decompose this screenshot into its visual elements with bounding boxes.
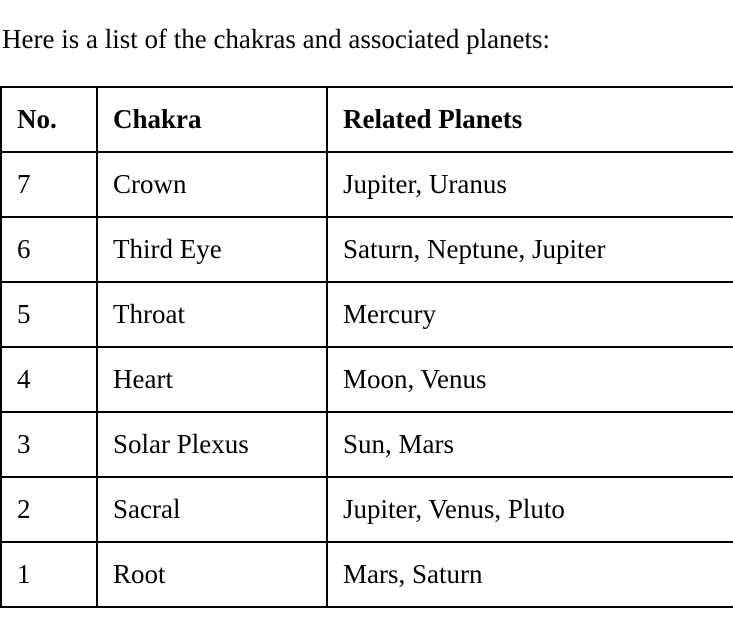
cell-chakra: Sacral	[97, 477, 327, 542]
cell-no: 6	[1, 217, 97, 282]
cell-planets: Sun, Mars	[327, 412, 733, 477]
cell-no: 5	[1, 282, 97, 347]
table-row	[1, 347, 733, 412]
table-row	[1, 282, 733, 347]
cell-planets: Jupiter, Uranus	[327, 152, 733, 217]
header-chakra: Chakra	[97, 87, 327, 152]
cell-planets: Mars, Saturn	[327, 542, 733, 607]
cell-no: 3	[1, 412, 97, 477]
intro-text: Here is a list of the chakras and associated planets:	[2, 24, 551, 54]
cell-no: 7	[1, 152, 97, 217]
table-row	[1, 542, 733, 607]
table-row	[1, 477, 733, 542]
cell-chakra: Third Eye	[97, 217, 327, 282]
cell-planets: Jupiter, Venus, Pluto	[327, 477, 733, 542]
cell-planets: Moon, Venus	[327, 347, 733, 412]
chakra-table	[0, 86, 733, 608]
cell-chakra: Solar Plexus	[97, 412, 327, 477]
cell-chakra: Heart	[97, 347, 327, 412]
cell-no: 4	[1, 347, 97, 412]
table-row	[1, 152, 733, 217]
header-related-planets: Related Planets	[327, 87, 733, 152]
table-row	[1, 412, 733, 477]
cell-no: 2	[1, 477, 97, 542]
cell-no: 1	[1, 542, 97, 607]
cell-planets: Saturn, Neptune, Jupiter	[327, 217, 733, 282]
table-row	[1, 217, 733, 282]
cell-chakra: Throat	[97, 282, 327, 347]
table-header-row	[1, 87, 733, 152]
cell-chakra: Crown	[97, 152, 327, 217]
cell-chakra: Root	[97, 542, 327, 607]
cell-planets: Mercury	[327, 282, 733, 347]
header-no: No.	[1, 87, 97, 152]
